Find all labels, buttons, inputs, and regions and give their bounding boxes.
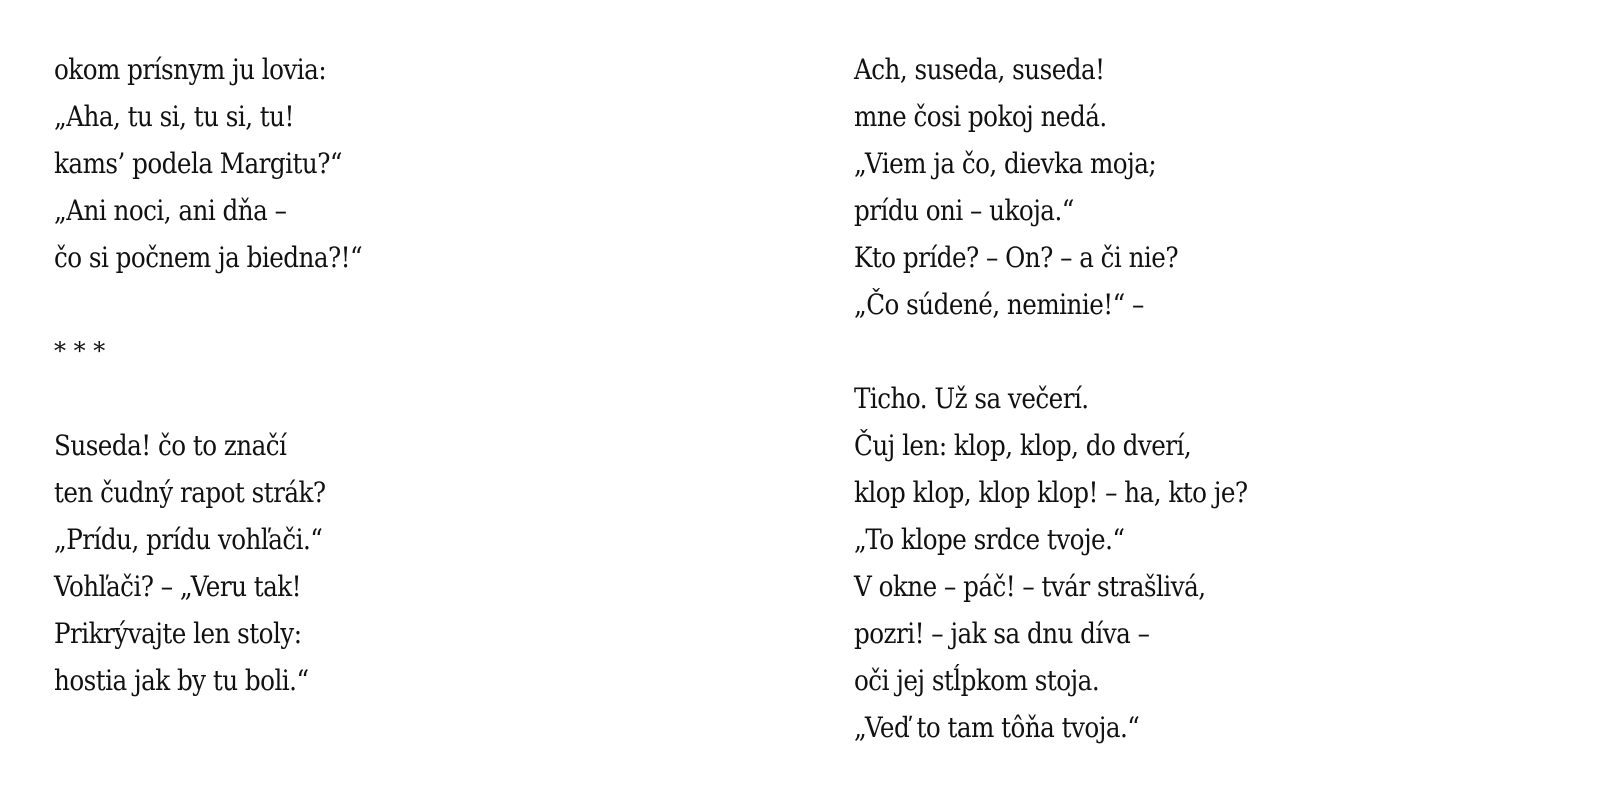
verse-line: Suseda! čo to značí (54, 429, 287, 462)
verse-line: Kto príde? – On? – a či nie? (854, 241, 1179, 274)
verse-line: čo si počnem ja biedna?!“ (54, 241, 363, 274)
verse-line: „Viem ja čo, dievka moja; (854, 147, 1157, 180)
left-stanza-2 (54, 422, 404, 704)
verse-line: „Ani noci, ani dňa – (54, 194, 287, 227)
verse-line: Prikrývajte len stoly: (54, 617, 302, 650)
verse-line: hostia jak by tu boli.“ (54, 664, 309, 697)
left-stanza-1 (54, 46, 404, 281)
verse-line: „Aha, tu si, tu si, tu! (54, 100, 294, 133)
verse-line: Vohľači? – „Veru tak! (54, 570, 302, 603)
verse-line: „Veď to tam tôňa tvoja.“ (854, 711, 1140, 744)
right-stanza-1 (854, 46, 1301, 328)
stanza-gap (854, 328, 1301, 375)
stanza-gap (54, 375, 404, 422)
verse-line: mne čosi pokoj nedá. (854, 100, 1107, 133)
verse-line: Ticho. Už sa večerí. (854, 382, 1089, 415)
stanza-gap (54, 281, 404, 328)
verse-line: prídu oni – ukoja.“ (854, 194, 1074, 227)
left-column (54, 46, 404, 704)
verse-line: „Čo súdené, neminie!“ – (854, 288, 1144, 321)
verse-line: „To klope srdce tvoje.“ (854, 523, 1125, 556)
right-stanza-2 (854, 375, 1301, 751)
verse-line: Ach, suseda, suseda! (854, 53, 1105, 86)
verse-line: okom prísnym ju lovia: (54, 53, 327, 86)
verse-line: pozri! – jak sa dnu díva – (854, 617, 1150, 650)
verse-line: Čuj len: klop, klop, do dverí, (854, 429, 1192, 462)
verse-line: oči jej stĺpkom stoja. (854, 664, 1100, 697)
section-separator: * * * (54, 337, 106, 365)
right-column (854, 46, 1301, 751)
verse-line: V okne – páč! – tvár strašlivá, (854, 570, 1206, 603)
verse-line: ten čudný rapot strák? (54, 476, 326, 509)
verse-line: „Prídu, prídu vohľači.“ (54, 523, 323, 556)
verse-line: kams’ podela Margitu?“ (54, 147, 342, 180)
verse-line: klop klop, klop klop! – ha, kto je? (854, 476, 1248, 509)
